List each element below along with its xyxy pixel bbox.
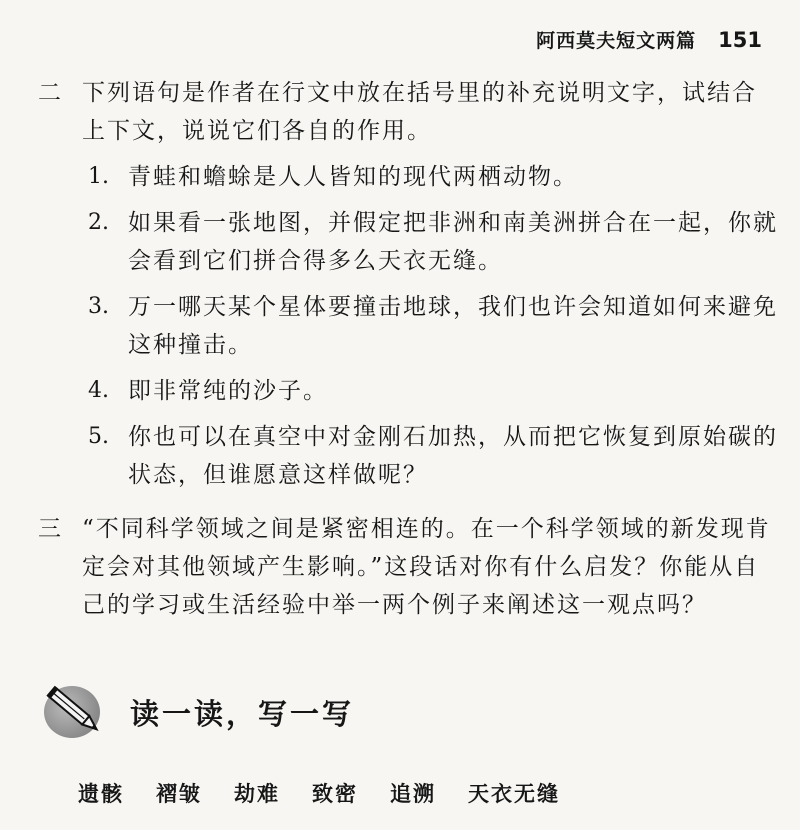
vocab-word: 褶皱: [156, 782, 202, 806]
item-number: 4.: [88, 378, 109, 403]
vocab-word: 追溯: [390, 782, 436, 806]
vocabulary-list: [78, 778, 560, 808]
vocab-word: 劫难: [234, 782, 280, 806]
section-title: 读一读，写一写: [130, 696, 355, 731]
item-number: 1.: [88, 164, 109, 189]
question-text: “不同科学领域之间是紧密相连的。在一个科学领域的新发现肯定会对其他领域产生影响。”这段话对你有什么启发？你能从自己的学习或生活经验中举一两个例子来阐述这一观点吗？: [82, 516, 771, 618]
question-text: 下列语句是作者在行文中放在括号里的补充说明文字，试结合上下文，说说它们各自的作用。: [82, 80, 757, 144]
item-text: 你也可以在真空中对金刚石加热，从而把它恢复到原始碳的状态，但谁愿意这样做呢？: [128, 424, 778, 488]
question-number: 二: [38, 80, 61, 106]
list-item: [82, 158, 778, 196]
list-item: [82, 372, 778, 410]
vocab-word: 致密: [312, 782, 358, 806]
page-header: [536, 26, 762, 53]
item-number: 5.: [88, 424, 109, 449]
vocab-word: 遗骸: [78, 782, 124, 806]
list-item: [82, 288, 778, 364]
item-number: 2.: [88, 210, 109, 235]
item-text: 青蛙和蟾蜍是人人皆知的现代两栖动物。: [128, 164, 578, 190]
pencil-icon: [44, 686, 100, 738]
list-item: [82, 418, 778, 494]
list-item: [82, 204, 778, 280]
vocab-word: 天衣无缝: [468, 782, 560, 806]
item-text: 万一哪天某个星体要撞击地球，我们也许会知道如何来避免这种撞击。: [128, 294, 778, 358]
question-number: 三: [38, 516, 61, 542]
page-number: 151: [718, 28, 762, 52]
item-text: 即非常纯的沙子。: [128, 378, 328, 404]
reading-section-heading: [44, 686, 354, 738]
question-2: [38, 74, 778, 502]
chapter-title: 阿西莫夫短文两篇: [536, 30, 697, 52]
question-3: [38, 510, 778, 624]
item-number: 3.: [88, 294, 109, 319]
sentence-list: [82, 158, 778, 494]
item-text: 如果看一张地图，并假定把非洲和南美洲拼合在一起，你就会看到它们拼合得多么天衣无缝。: [128, 210, 778, 274]
